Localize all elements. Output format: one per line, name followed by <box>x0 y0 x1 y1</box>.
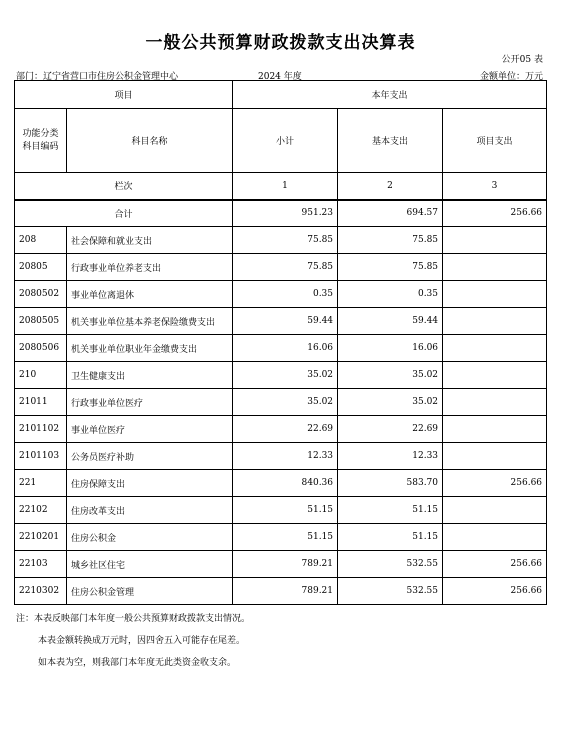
row-basic: 0.35 <box>338 281 443 308</box>
header-current-year: 本年支出 <box>233 81 547 109</box>
row-basic: 22.69 <box>338 416 443 443</box>
row-code: 21011 <box>15 389 67 416</box>
row-name: 事业单位医疗 <box>67 416 233 443</box>
header-subtotal: 小计 <box>233 109 338 173</box>
row-project <box>443 335 547 362</box>
row-project <box>443 227 547 254</box>
row-code: 2101103 <box>15 443 67 470</box>
row-project <box>443 308 547 335</box>
table-row <box>15 524 547 551</box>
row-project <box>443 389 547 416</box>
row-basic: 16.06 <box>338 335 443 362</box>
header-row-1 <box>15 81 547 109</box>
row-code: 2080502 <box>15 281 67 308</box>
row-subtotal: 75.85 <box>233 254 338 281</box>
row-project: 256.66 <box>443 578 547 605</box>
row-basic: 51.15 <box>338 524 443 551</box>
row-code: 208 <box>15 227 67 254</box>
total-basic: 694.57 <box>338 200 443 227</box>
column-number-3: 3 <box>443 173 547 200</box>
table-row <box>15 578 547 605</box>
row-basic: 532.55 <box>338 551 443 578</box>
department-label: 部门：辽宁省营口市住房公积金管理中心 <box>16 72 179 82</box>
row-code: 221 <box>15 470 67 497</box>
table-row <box>15 308 547 335</box>
header-item: 项目 <box>15 81 233 109</box>
row-basic: 583.70 <box>338 470 443 497</box>
row-basic: 59.44 <box>338 308 443 335</box>
row-subtotal: 51.15 <box>233 524 338 551</box>
column-number-row <box>15 173 547 200</box>
row-subtotal: 35.02 <box>233 362 338 389</box>
note-1: 注：本表反映部门本年度一般公共预算财政拨款支出情况。 <box>16 614 251 624</box>
row-name: 行政事业单位养老支出 <box>67 254 233 281</box>
row-project <box>443 497 547 524</box>
total-row <box>15 200 547 227</box>
row-code: 20805 <box>15 254 67 281</box>
note-3: 如本表为空，则我部门本年度无此类资金收支余。 <box>38 658 237 668</box>
row-code: 2210201 <box>15 524 67 551</box>
form-code: 公开05 表 <box>501 55 543 65</box>
row-code: 22102 <box>15 497 67 524</box>
row-code: 210 <box>15 362 67 389</box>
row-name: 社会保障和就业支出 <box>67 227 233 254</box>
table-row <box>15 227 547 254</box>
row-subtotal: 789.21 <box>233 551 338 578</box>
note-2: 本表金额转换成万元时，因四舍五入可能存在尾差。 <box>38 636 246 646</box>
row-project <box>443 524 547 551</box>
row-subtotal: 16.06 <box>233 335 338 362</box>
row-name: 住房改革支出 <box>67 497 233 524</box>
row-basic: 35.02 <box>338 389 443 416</box>
row-project <box>443 362 547 389</box>
row-name: 行政事业单位医疗 <box>67 389 233 416</box>
column-number-1: 1 <box>233 173 338 200</box>
unit-label: 金额单位：万元 <box>479 72 543 82</box>
table-row <box>15 497 547 524</box>
header-project: 项目支出 <box>443 109 547 173</box>
row-subtotal: 75.85 <box>233 227 338 254</box>
row-project <box>443 443 547 470</box>
row-name: 机关事业单位职业年金缴费支出 <box>67 335 233 362</box>
row-project: 256.66 <box>443 470 547 497</box>
row-name: 公务员医疗补助 <box>67 443 233 470</box>
total-project: 256.66 <box>443 200 547 227</box>
row-basic: 75.85 <box>338 227 443 254</box>
row-code: 2080506 <box>15 335 67 362</box>
row-code: 22103 <box>15 551 67 578</box>
row-code: 2080505 <box>15 308 67 335</box>
row-code: 2101102 <box>15 416 67 443</box>
row-basic: 75.85 <box>338 254 443 281</box>
column-number-2: 2 <box>338 173 443 200</box>
header-subject-name: 科目名称 <box>67 109 233 173</box>
row-project: 256.66 <box>443 551 547 578</box>
row-name: 住房公积金管理 <box>67 578 233 605</box>
table-row <box>15 551 547 578</box>
table-row <box>15 443 547 470</box>
row-name: 城乡社区住宅 <box>67 551 233 578</box>
row-basic: 532.55 <box>338 578 443 605</box>
row-name: 事业单位离退休 <box>67 281 233 308</box>
total-subtotal: 951.23 <box>233 200 338 227</box>
row-project <box>443 254 547 281</box>
header-func-code: 功能分类科目编码 <box>15 109 67 173</box>
row-subtotal: 59.44 <box>233 308 338 335</box>
table-row <box>15 470 547 497</box>
table-row <box>15 389 547 416</box>
row-subtotal: 12.33 <box>233 443 338 470</box>
notes <box>16 608 250 674</box>
row-basic: 12.33 <box>338 443 443 470</box>
row-name: 机关事业单位基本养老保险缴费支出 <box>67 308 233 335</box>
row-name: 住房保障支出 <box>67 470 233 497</box>
row-code: 2210302 <box>15 578 67 605</box>
row-basic: 35.02 <box>338 362 443 389</box>
year-label: 2024 年度 <box>258 72 302 82</box>
row-subtotal: 840.36 <box>233 470 338 497</box>
row-project <box>443 416 547 443</box>
table-row <box>15 335 547 362</box>
expenditure-table <box>14 80 547 605</box>
report-title: 一般公共预算财政拨款支出决算表 <box>145 33 416 53</box>
total-label: 合计 <box>15 200 233 227</box>
row-subtotal: 35.02 <box>233 389 338 416</box>
row-subtotal: 22.69 <box>233 416 338 443</box>
header-row-2 <box>15 109 547 173</box>
row-name: 住房公积金 <box>67 524 233 551</box>
table-row <box>15 254 547 281</box>
table-row <box>15 281 547 308</box>
column-label: 栏次 <box>15 173 233 200</box>
row-project <box>443 281 547 308</box>
table-row <box>15 416 547 443</box>
table-row <box>15 362 547 389</box>
row-name: 卫生健康支出 <box>67 362 233 389</box>
row-subtotal: 0.35 <box>233 281 338 308</box>
header-basic: 基本支出 <box>338 109 443 173</box>
row-subtotal: 789.21 <box>233 578 338 605</box>
row-basic: 51.15 <box>338 497 443 524</box>
row-subtotal: 51.15 <box>233 497 338 524</box>
